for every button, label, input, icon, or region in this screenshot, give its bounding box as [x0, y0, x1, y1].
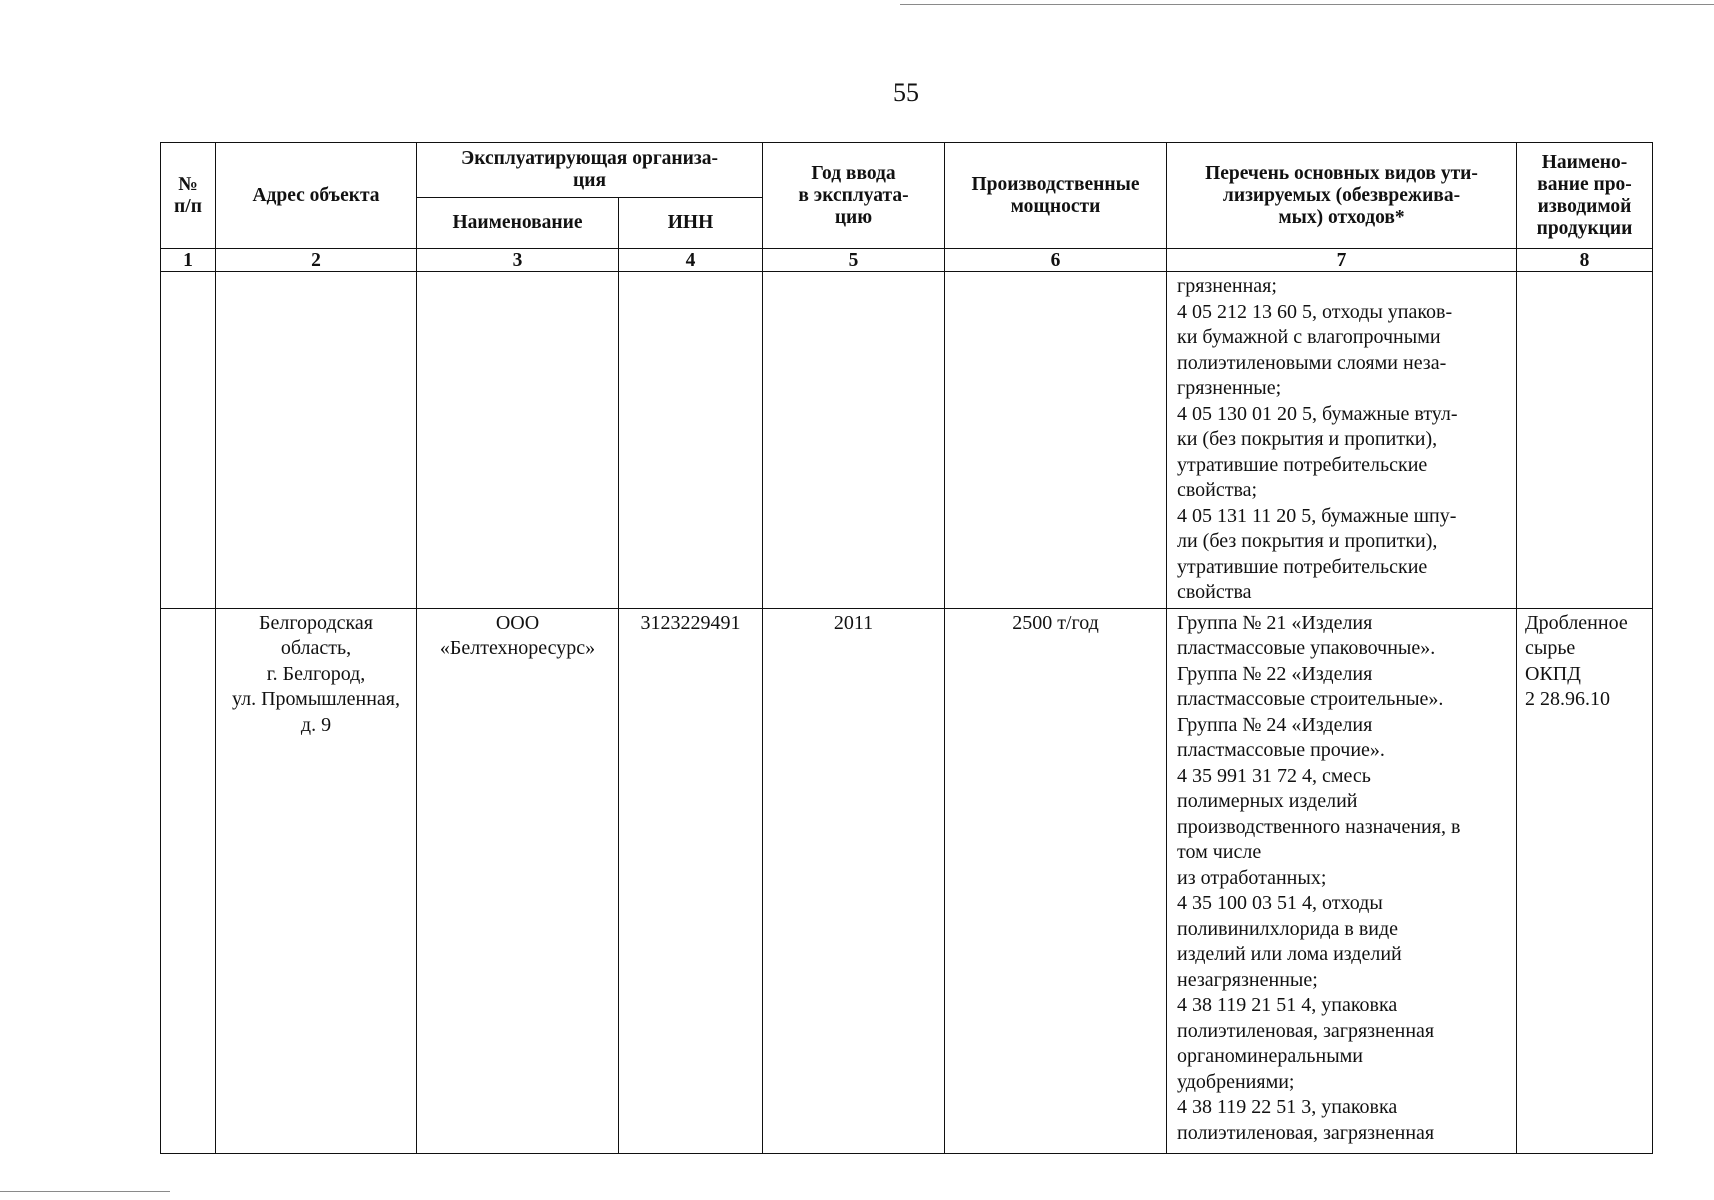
header-wastes: Перечень основных видов ути- лизируемых (обезврежива- мых) отходов*	[1167, 143, 1517, 249]
text-line: пластмассовые прочие».	[1177, 739, 1385, 761]
header-inn: ИНН	[619, 198, 763, 249]
text-line: незагрязненные;	[1177, 968, 1318, 991]
text-line: 4 38 119 21 51 4, упаковка	[1177, 994, 1398, 1016]
header-row	[161, 143, 1653, 198]
cell-capacity	[945, 272, 1167, 609]
cell-capacity: 2500 т/год	[945, 608, 1167, 1153]
text-line: Дробленное	[1525, 611, 1628, 634]
text-line: «Белтехноресурс»	[439, 637, 596, 659]
text-line: сырье	[1525, 637, 1576, 659]
text-line: грязненная;	[1177, 275, 1277, 297]
header-capacity: Производственные мощности	[945, 143, 1167, 249]
text-line: поливинилхлорида в виде	[1177, 917, 1399, 940]
table-row	[161, 608, 1653, 1153]
header-operating-organization: Эксплуатирующая организа- ция	[417, 143, 763, 198]
column-number: 4	[619, 249, 763, 272]
column-number: 2	[216, 249, 417, 272]
text-line: Белгородская	[258, 611, 373, 634]
cell-number	[161, 272, 216, 609]
text-line: пластмассовые упаковочные».	[1177, 637, 1436, 659]
text-line: 4 05 212 13 60 5, отходы упаков-	[1177, 300, 1453, 323]
column-number: 1	[161, 249, 216, 272]
column-number-row	[161, 249, 1653, 272]
text-line: производственного назначения, в	[1177, 815, 1461, 838]
text-line: изделий или лома изделий	[1177, 943, 1402, 965]
cell-wastes	[1167, 608, 1517, 1153]
waste-facilities-table	[160, 142, 1653, 1154]
cell-number	[161, 608, 216, 1153]
text-line: ли (без покрытия и пропитки),	[1177, 530, 1438, 552]
cell-year: 2011	[763, 608, 945, 1153]
header-year: Год ввода в эксплуата- цию	[763, 143, 945, 249]
column-number: 3	[417, 249, 619, 272]
cell-org-name	[417, 272, 619, 609]
text-line: утратившие потребительские	[1177, 555, 1428, 578]
cell-inn	[619, 272, 763, 609]
header-address: Адрес объекта	[216, 143, 417, 249]
text-line: утратившие потребительские	[1177, 453, 1428, 476]
header-number: № п/п	[161, 143, 216, 249]
cell-address	[216, 272, 417, 609]
text-line: д. 9	[300, 713, 332, 736]
text-line: грязненные;	[1177, 377, 1282, 399]
text-line: удобрениями;	[1177, 1070, 1295, 1093]
text-line: ОКПД	[1525, 662, 1581, 685]
text-line: 4 05 130 01 20 5, бумажные втул-	[1177, 402, 1458, 425]
text-line: Группа № 24 «Изделия	[1177, 713, 1373, 736]
text-line: ул. Промышленная,	[232, 688, 400, 710]
text-line: том числе	[1177, 841, 1262, 863]
column-number: 6	[945, 249, 1167, 272]
text-line: ки (без покрытия и пропитки),	[1177, 428, 1438, 450]
column-number: 5	[763, 249, 945, 272]
text-line: Группа № 21 «Изделия	[1177, 611, 1373, 634]
cell-org-name	[417, 608, 619, 1153]
cell-address	[216, 608, 417, 1153]
page-number: 55	[893, 78, 919, 107]
text-line: 4 35 100 03 51 4, отходы	[1177, 892, 1383, 914]
text-line: ки бумажной с влагопрочными	[1177, 326, 1441, 348]
scan-artifact-top-line	[900, 4, 1714, 5]
text-line: 2 28.96.10	[1525, 688, 1610, 710]
column-number: 8	[1517, 249, 1653, 272]
text-line: полиэтиленовая, загрязненная	[1177, 1121, 1435, 1144]
text-line: область,	[280, 637, 352, 659]
scan-artifact-bottom-line	[0, 1191, 170, 1192]
text-line: органоминеральными	[1177, 1045, 1363, 1067]
header-org-name: Наименование	[417, 198, 619, 249]
text-line: из отработанных;	[1177, 866, 1327, 889]
text-line: г. Белгород,	[266, 662, 366, 685]
header-product: Наимено- вание про- изводимой продукции	[1517, 143, 1653, 249]
text-line: свойства	[1177, 581, 1252, 603]
text-line: полиэтиленовая, загрязненная	[1177, 1019, 1435, 1042]
text-line: 4 38 119 22 51 3, упаковка	[1177, 1096, 1398, 1118]
text-line: ООО	[495, 611, 540, 634]
cell-product	[1517, 272, 1653, 609]
cell-product	[1517, 608, 1653, 1153]
table-row	[161, 272, 1653, 609]
text-line: пластмассовые строительные».	[1177, 688, 1444, 710]
text-line: свойства;	[1177, 479, 1258, 501]
cell-wastes	[1167, 272, 1517, 609]
text-line: полиэтиленовыми слоями неза-	[1177, 351, 1447, 374]
cell-year	[763, 272, 945, 609]
text-line: 4 35 991 31 72 4, смесь	[1177, 764, 1371, 787]
column-number: 7	[1167, 249, 1517, 272]
cell-inn: 3123229491	[619, 608, 763, 1153]
text-line: полимерных изделий	[1177, 790, 1358, 812]
text-line: 4 05 131 11 20 5, бумажные шпу-	[1177, 504, 1457, 527]
text-line: Группа № 22 «Изделия	[1177, 662, 1373, 685]
